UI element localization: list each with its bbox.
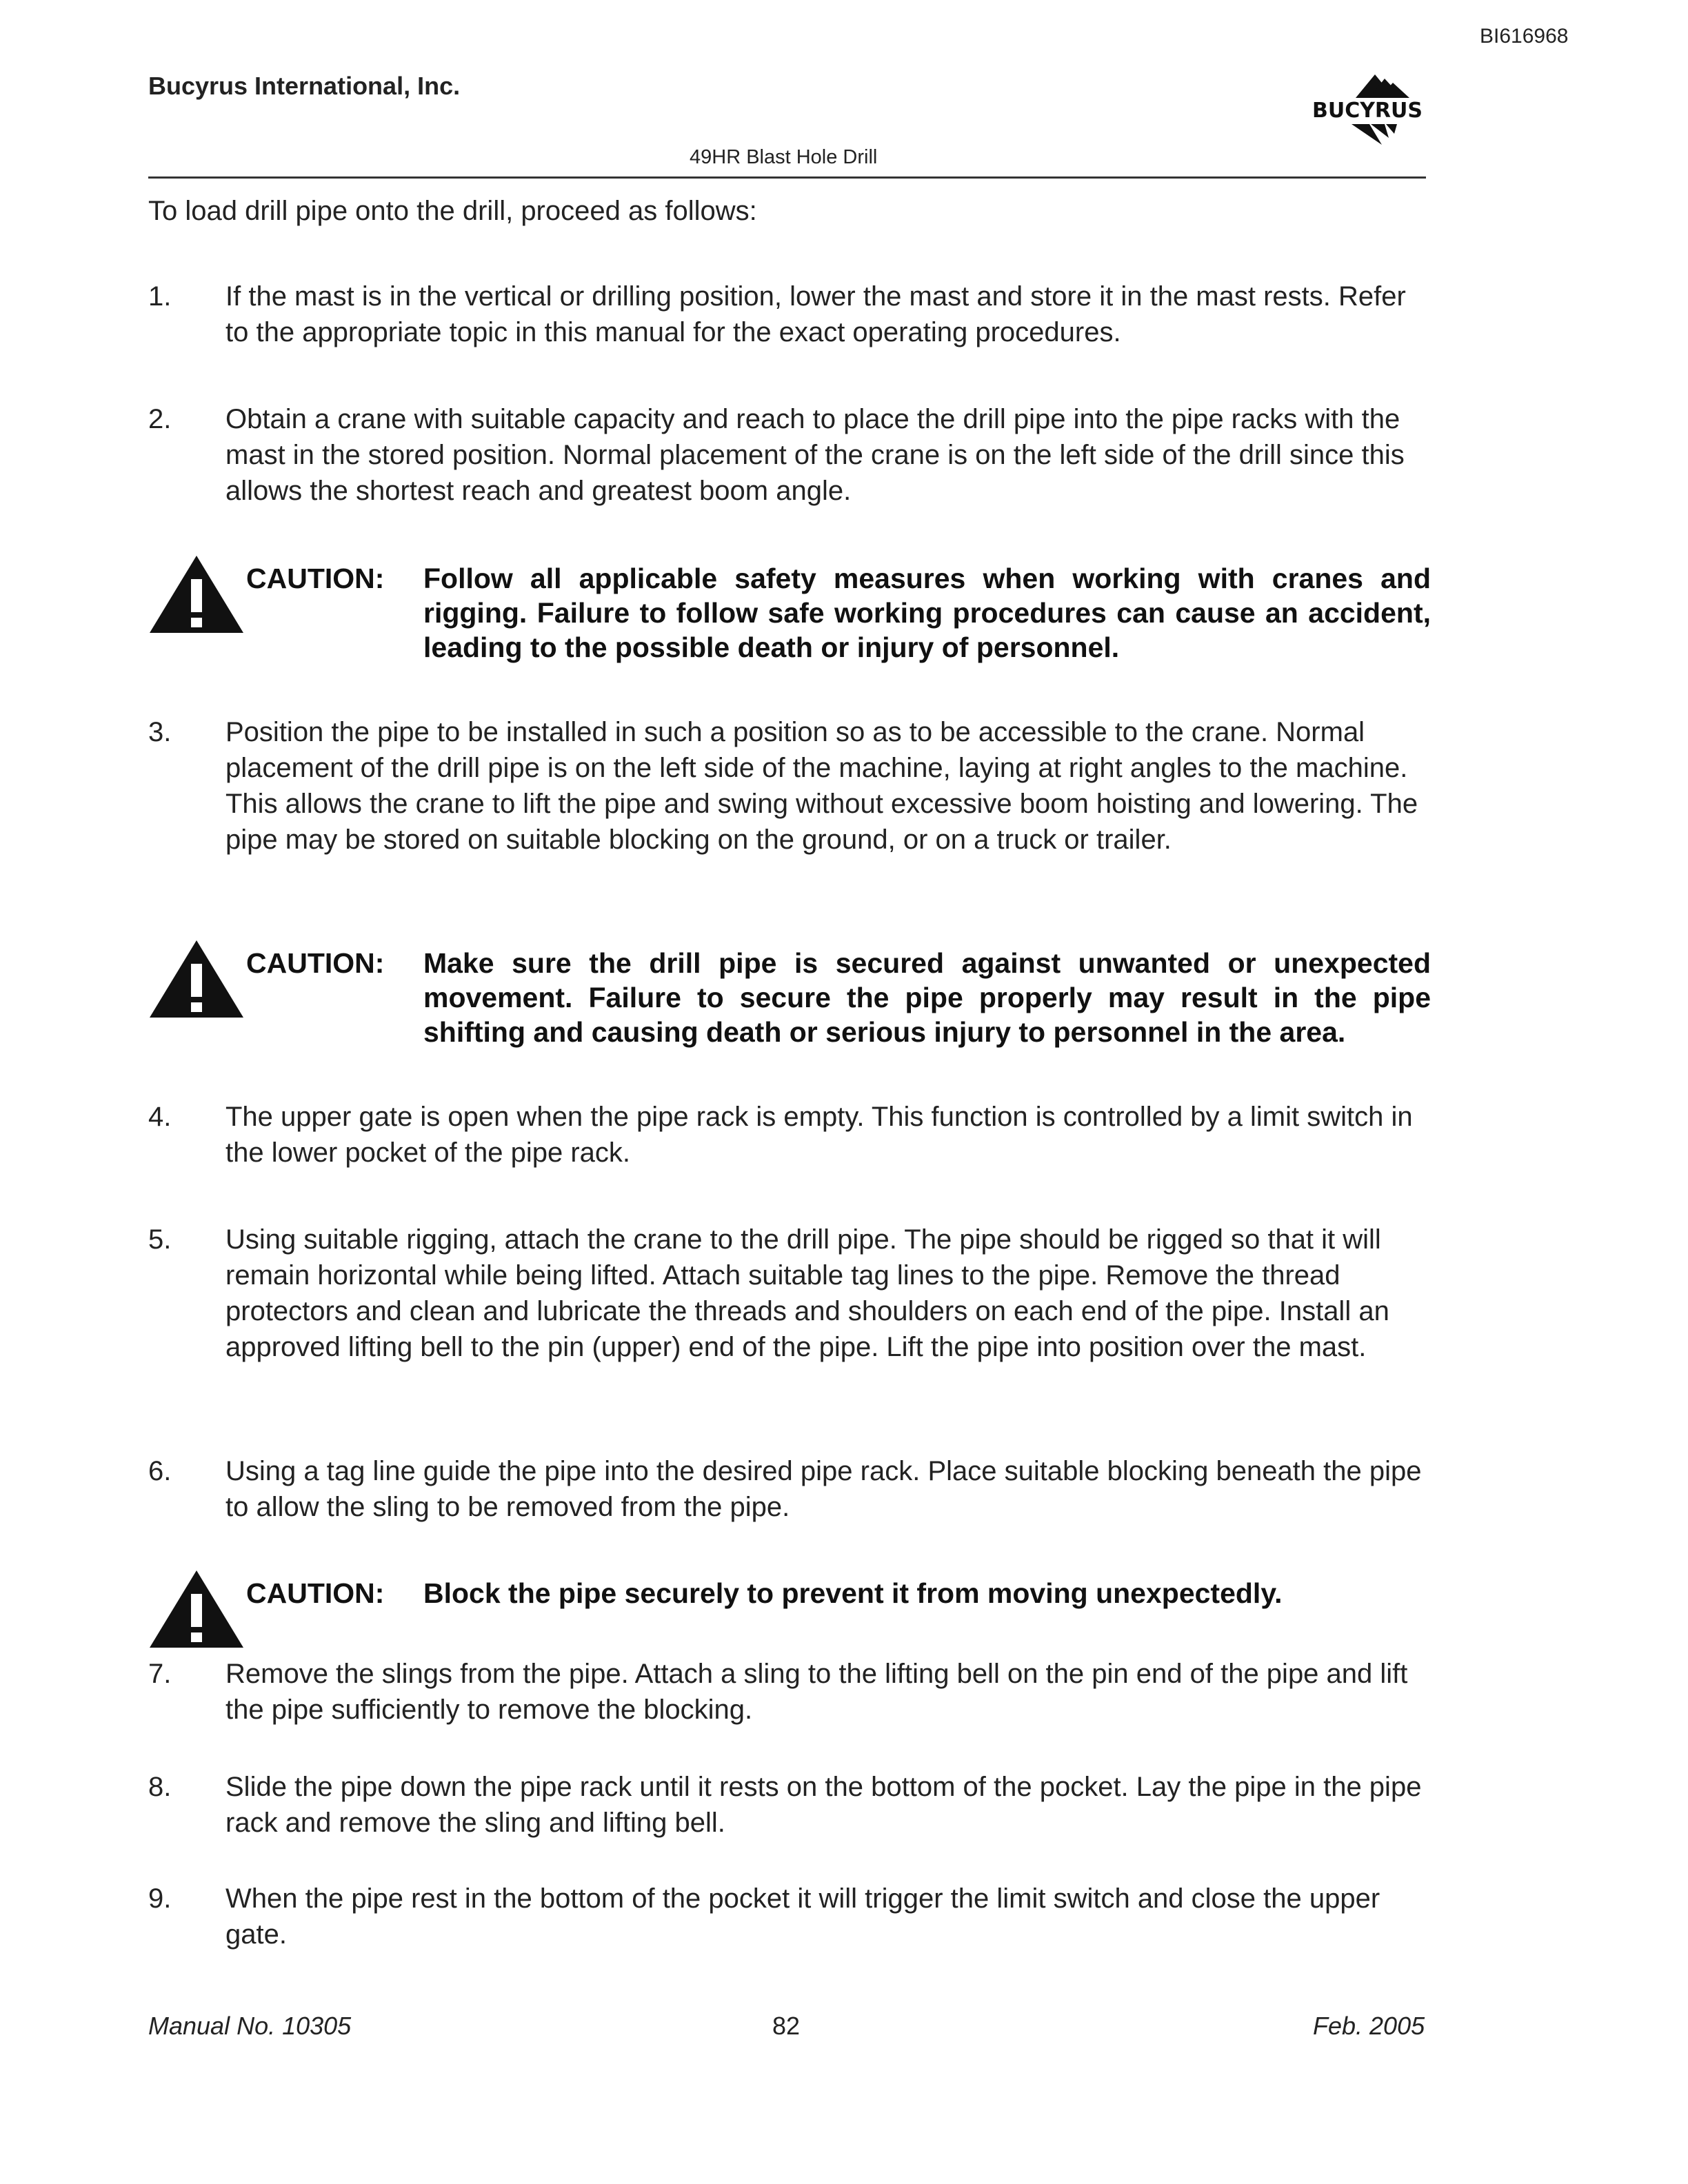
step-number: 6. (148, 1456, 172, 1486)
caution-1 (148, 561, 1431, 665)
step-4 (148, 1099, 1431, 1171)
step-text: If the mast is in the vertical or drilling position, lower the mast and store it in the mast rests. Refer to the appropriate topic in this manual for the exact operating procedures. (225, 281, 1406, 347)
warning-triangle-icon (148, 936, 245, 1022)
step-text: Using suitable rigging, attach the crane to the drill pipe. The pipe should be rigged so that it will remain horizontal while being lifted. Attach suitable tag lines to the pipe. Remove the thread protectors and clean and lubricate the threads and shoulders on each end of the pipe. Install an approved lifting bell to the pin (upper) end of the pipe. Lift the pipe into position over the mast. (225, 1224, 1389, 1362)
step-text: Using a tag line guide the pipe into the desired pipe rack. Place suitable blocking beneath the pipe to allow the sling to be removed from the pipe. (225, 1456, 1422, 1522)
step-text: Obtain a crane with suitable capacity and reach to place the drill pipe into the pipe racks with the mast in the stored position. Normal placement of the crane is on the left side of the drill since this allows the shortest reach and greatest boom angle. (225, 404, 1405, 506)
step-text: Remove the slings from the pipe. Attach a sling to the lifting bell on the pin end of the pipe and lift the pipe sufficiently to remove the blocking. (225, 1659, 1408, 1725)
step-6 (148, 1453, 1431, 1525)
step-text: Slide the pipe down the pipe rack until it rests on the bottom of the pocket. Lay the pipe in the pipe rack and remove the sling and lifting bell. (225, 1772, 1422, 1838)
caution-text: Block the pipe securely to prevent it from moving unexpectedly. (423, 1577, 1283, 1609)
manual-number: Manual No. 10305 (148, 2012, 352, 2040)
step-9 (148, 1881, 1431, 1952)
caution-label: CAUTION: (246, 563, 385, 594)
caution-2 (148, 946, 1431, 1049)
step-text: Position the pipe to be installed in such a position so as to be accessible to the crane. Normal placement of the drill pipe is on the left side of the machine, laying at right angles to the machine. This allows the crane to lift the pipe and swing without excessive boom hoisting and lowering. The pipe may be stored on suitable blocking on the ground, or on a truck or trailer. (225, 717, 1418, 855)
step-3 (148, 714, 1431, 858)
document-id: BI616968 (1480, 25, 1569, 48)
step-number: 4. (148, 1102, 172, 1132)
step-number: 7. (148, 1659, 172, 1689)
publication-date: Feb. 2005 (1313, 2012, 1425, 2040)
product-name: 49HR Blast Hole Drill (690, 146, 878, 168)
step-text: The upper gate is open when the pipe rack is empty. This function is controlled by a limit switch in the lower pocket of the pipe rack. (225, 1102, 1413, 1168)
step-number: 5. (148, 1224, 172, 1255)
step-text: When the pipe rest in the bottom of the pocket it will trigger the limit switch and close the upper gate. (225, 1883, 1380, 1950)
caution-text: Follow all applicable safety measures when working with cranes and rigging. Failure to follow safe working procedures can cause an accident, leading to the possible death or injury of personnel. (423, 563, 1431, 663)
caution-text: Make sure the drill pipe is secured against unwanted or unexpected movement. Failure to secure the pipe properly may result in the pipe shifting and causing death or serious injury to personnel in the area. (423, 947, 1431, 1048)
caution-label: CAUTION: (246, 947, 385, 979)
step-number: 1. (148, 281, 172, 312)
header-divider (148, 176, 1426, 179)
intro-text: To load drill pipe onto the drill, proceed as follows: (148, 196, 757, 226)
caution-3 (148, 1576, 1431, 1610)
page-number: 82 (772, 2012, 801, 2040)
bucyrus-logo (1302, 69, 1433, 154)
warning-triangle-icon (148, 1566, 245, 1652)
step-number: 9. (148, 1883, 172, 1914)
step-number: 3. (148, 717, 172, 747)
company-name: Bucyrus International, Inc. (148, 72, 461, 100)
warning-triangle-icon (148, 552, 245, 637)
logo-text: BUCYRUS (1312, 99, 1423, 123)
caution-label: CAUTION: (246, 1577, 385, 1609)
step-5 (148, 1222, 1431, 1365)
step-number: 8. (148, 1772, 172, 1802)
step-1 (148, 279, 1431, 350)
step-8 (148, 1769, 1431, 1841)
step-number: 2. (148, 404, 172, 434)
step-2 (148, 401, 1431, 509)
step-7 (148, 1656, 1431, 1728)
